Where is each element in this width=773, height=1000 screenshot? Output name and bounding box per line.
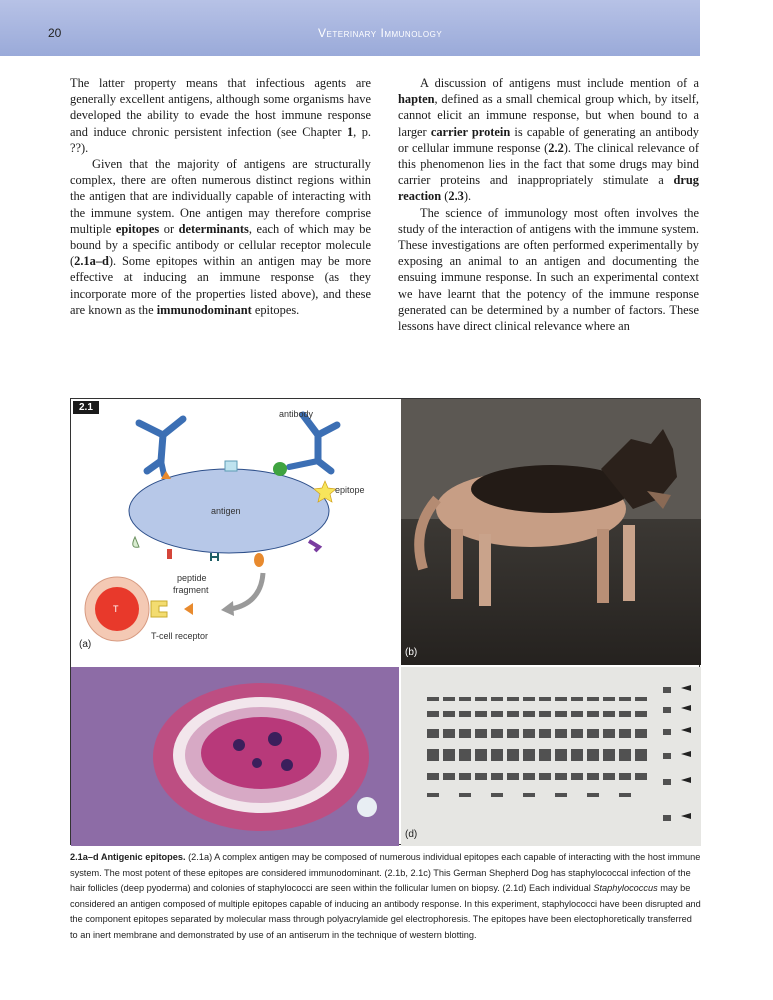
t-cell-receptor-label: T-cell receptor (151, 631, 209, 641)
left-column (70, 75, 371, 318)
paragraph: The latter property means that infectious agents are generally excellent antigens, although some organisms have developed the ability to evade the host immune response and induce chronic persistent infection (see Chapter 1, p. ??). (70, 76, 371, 155)
dog-photo-image (401, 399, 701, 665)
epitope-leaf-icon (133, 537, 139, 547)
t-cell-receptor-icon (151, 601, 167, 617)
histology-image (71, 667, 399, 846)
panel-b-label: (b) (405, 647, 418, 658)
panel-b-photo (401, 399, 701, 665)
peptide-fragment-icon (184, 603, 193, 615)
western-blot-image (401, 667, 701, 846)
arrow-head-icon (221, 601, 234, 616)
panel-c-histology (71, 667, 399, 846)
right-column (398, 75, 699, 334)
epitope-h-icon (211, 553, 218, 561)
peptide-label-line1: peptide (177, 573, 207, 583)
paragraph: The science of immunology most often involves the study of the interaction of antigens with the immune system. These investigations are often performed experimentally by exposing an animal to an antigen and documenting the ensuing immune response. In such an experimental context we have learnt that the potency of the immune response generated can be determined by a number of factors. These lessons have direct clinical relevance where an (398, 205, 699, 334)
epitope-hook-icon (309, 541, 319, 551)
paragraph: Given that the majority of antigens are structurally complex, there are often numerous distinct regions within the antigen that are individually capable of interacting with the immune system. One antigen may therefore comprise multiple epitopes or determinants, each of which may be bound by a specific antibody or cellular receptor molecule (2.1a–d). Some epitopes within an antigen may be more effective at inducing an immune response (as they incorporate more of the properties listed above), and these are known as the immunodominant epitopes. (70, 157, 371, 317)
antibody-label: antibody (279, 409, 314, 419)
antibody-bound-left-icon (161, 461, 164, 475)
epitope-label: epitope (335, 485, 365, 495)
page-number: 20 (48, 26, 62, 40)
figure-number: 2.1 (73, 401, 99, 414)
t-cell-label: T (113, 604, 119, 614)
antigen-diagram (71, 399, 399, 665)
epitope-oval-icon (254, 553, 264, 567)
figure-2-1 (70, 398, 700, 845)
caption-title: 2.1a–d Antigenic epitopes. (70, 852, 186, 862)
figure-caption: 2.1a–d Antigenic epitopes. (2.1a) A complex antigen may be composed of numerous individual epitopes each capable of interacting with the host immune system. The most potent of these epitopes are considered immunodominant. (2.1b, 2.1c) This German Shepherd Dog has staphylococcal infection of the hair follicles (deep pyoderma) and colonies of staphylococci are seen within the follicular lumen on biopsy. (2.1d) Each individual Staphylococcus may be considered an antigen composed of multiple epitopes capable of inducing an antibody response. In this experiment, staphylococci have been disrupted and the component epitopes separated by molecular mass through polyacrylamide gel electrophoresis. The epitopes have been electophoretically transferred to an inert membrane and demonstrated by use of an antiserum in the technique of western blotting. (70, 852, 701, 940)
epitope-circle-icon (273, 462, 287, 476)
panel-a-label: (a) (79, 639, 92, 650)
header-band (0, 0, 700, 56)
antibody-bound-right-icon (289, 461, 318, 467)
panel-d-label: (d) (405, 829, 418, 840)
epitope-bar-icon (167, 549, 172, 559)
running-title: Veterinary Immunology (318, 26, 443, 40)
panel-d-western-blot (401, 667, 701, 846)
paragraph: A discussion of antigens must include mention of a hapten, defined as a small chemical group which, by itself, cannot elicit an immune response, but when bound to a larger carrier protein is capable of generating an antibody or cellular immune response (2.2). The clinical relevance of this phenomenon lies in the fact that some drugs may bind carrier proteins and inappropriately stimulate a drug reaction (2.3). (398, 76, 699, 204)
panel-a-diagram (71, 399, 399, 665)
antigen-label: antigen (211, 506, 241, 516)
peptide-label-line2: fragment (173, 585, 209, 595)
epitope-square-icon (225, 461, 237, 471)
processing-arrow-icon (231, 573, 263, 609)
